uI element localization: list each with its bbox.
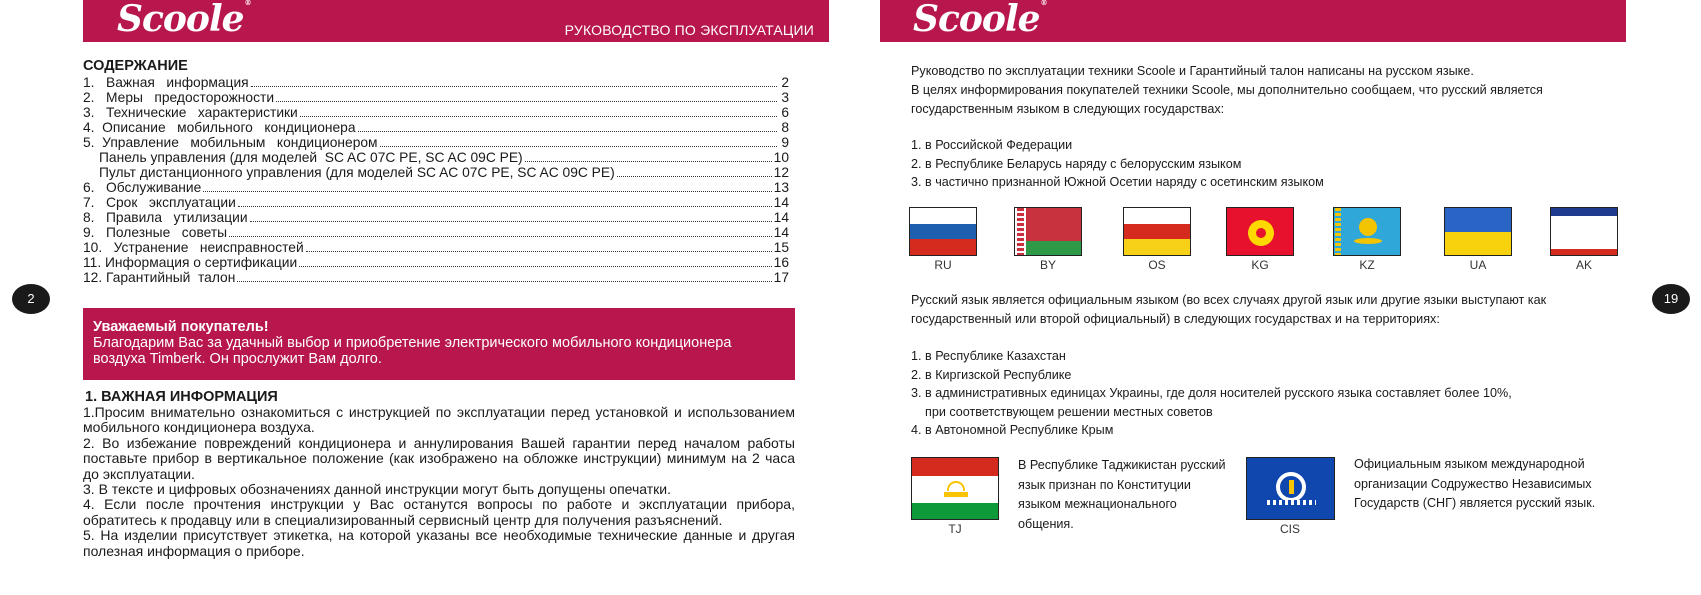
- toc-leader: [617, 176, 772, 177]
- flag-code: TJ: [948, 522, 962, 536]
- flag-code: KG: [1251, 258, 1269, 272]
- toc-page: 9: [781, 135, 789, 150]
- toc-leader: [300, 116, 777, 117]
- toc-leader: [306, 251, 772, 252]
- list-item: 4. в Автономной Республике Крым: [911, 423, 1114, 437]
- info-paragraph: 5. На изделии присутствует этикетка, на которой указаны все необходимые технические данные и другая полезная информация о приборе.: [83, 527, 795, 559]
- table-of-contents: [83, 75, 789, 285]
- toc-label: 1. Важная информация: [83, 75, 249, 90]
- toc-page: 3: [781, 90, 789, 105]
- toc-row: [83, 225, 789, 240]
- flag-code: KZ: [1359, 258, 1375, 272]
- toc-row: [83, 135, 789, 150]
- toc-heading: СОДЕРЖАНИЕ: [83, 58, 188, 74]
- intro-2: В целях информирования покупателей техники Scoole, мы дополнительно сообщаем, что русский является государственным языком в следующих государствах:: [911, 83, 1543, 116]
- toc-row: [83, 210, 789, 225]
- toc-page: 10: [773, 150, 789, 165]
- toc-row: [83, 90, 789, 105]
- toc-row: [83, 150, 789, 165]
- toc-leader: [251, 86, 777, 87]
- flag-code: RU: [934, 258, 952, 272]
- toc-label: Пульт дистанционного управления (для моделей SC AC 07C PE, SC AC 09C PE): [99, 165, 615, 180]
- flag-ru: [909, 207, 977, 256]
- toc-row: [83, 180, 789, 195]
- greeting-box: [83, 308, 795, 380]
- flag-ua: [1444, 207, 1512, 256]
- toc-page: 16: [773, 255, 789, 270]
- toc-label: 4. Описание мобильного кондиционера: [83, 120, 356, 135]
- official-language-list: [911, 347, 1512, 440]
- brand-text: Scoole: [117, 0, 244, 40]
- toc-page: 12: [773, 165, 789, 180]
- toc-row: [83, 255, 789, 270]
- toc-leader: [299, 266, 771, 267]
- toc-row: [83, 270, 789, 285]
- toc-row: [83, 195, 789, 210]
- toc-page: 15: [773, 240, 789, 255]
- toc-leader: [238, 206, 772, 207]
- toc-label: 7. Срок эксплуатации: [83, 195, 236, 210]
- list-item: при соответствующем решении местных советов: [911, 404, 1213, 419]
- toc-label: 12. Гарантийный талон: [83, 270, 236, 285]
- toc-label: 2. Меры предосторожности: [83, 90, 275, 105]
- flag-cis: [1246, 457, 1335, 520]
- toc-label: 10. Устранение неисправностей: [83, 240, 304, 255]
- important-info-paragraphs: [83, 405, 795, 559]
- info-paragraph: 4. Если после прочтения инструкции у Вас останутся вопросы по работе и эксплуатации прибора, обратитесь к продавцу или в специализированный сервисный центр для получения разъяснений.: [83, 496, 795, 528]
- toc-page: 8: [781, 120, 789, 135]
- brand-mark: ®: [244, 0, 251, 7]
- toc-row: [83, 165, 789, 180]
- toc-leader: [203, 191, 771, 192]
- info-paragraph: 2. Во избежание повреждений кондиционера и аннулирования Вашей гарантии перед началом работы поставьте прибор в вертикальное положение (как изображено на обложке инструкции) минимум на 2 часа до эксплуатации.: [83, 434, 795, 482]
- flag-code: AK: [1575, 258, 1592, 272]
- toc-page: 14: [773, 210, 789, 225]
- toc-leader: [525, 161, 772, 162]
- toc-page: 17: [773, 270, 789, 285]
- flag-os: [1123, 207, 1191, 256]
- info-paragraph: 3. В тексте и цифровых обозначениях данной инструкции могут быть допущены опечатки.: [83, 481, 671, 498]
- toc-row: [83, 105, 789, 120]
- flag-kg: [1226, 207, 1294, 256]
- greeting-title: Уважаемый покупатель!: [93, 319, 269, 335]
- toc-leader: [250, 221, 772, 222]
- flag-by: [1014, 207, 1082, 256]
- flag-code: CIS: [1279, 522, 1300, 536]
- flag-code: UA: [1469, 258, 1487, 272]
- toc-label: 8. Правила утилизации: [83, 210, 248, 225]
- toc-label: Панель управления (для моделей SC AC 07C PE, SC AC 09C PE): [99, 150, 523, 165]
- brand-mark: ®: [1040, 0, 1047, 7]
- list-item: 1. в Российской Федерации: [911, 138, 1073, 152]
- toc-page: 2: [781, 75, 789, 90]
- list-item: 1. в Республике Казахстан: [911, 349, 1066, 363]
- info-paragraph: 1.Просим внимательно ознакомиться с инструкцией по эксплуатации перед установкой и использованием мобильного кондиционера воздуха.: [83, 404, 795, 436]
- toc-row: [83, 240, 789, 255]
- flag-tj: [911, 457, 999, 520]
- toc-row: [83, 120, 789, 135]
- official-language-text: Русский язык является официальным языком (во всех случаях другой язык или другие языки выступают как государственный или второй официальный) в следующих государствах и на территориях:: [911, 293, 1547, 326]
- flag-code: OS: [1148, 258, 1166, 272]
- section-title: 1. ВАЖНАЯ ИНФОРМАЦИЯ: [85, 389, 278, 405]
- page-number-left: 2: [12, 284, 50, 314]
- tajikistan-text: В Республике Таджикистан русский язык признан по Конституции языком межнационального общения.: [1018, 458, 1226, 531]
- flag-ak: [1550, 207, 1618, 256]
- list-item: 3. в частично признанной Южной Осетии наряду с осетинским языком: [911, 175, 1324, 189]
- toc-leader: [276, 101, 777, 102]
- toc-label: 5. Управление мобильным кондиционером: [83, 135, 378, 150]
- toc-label: 6. Обслуживание: [83, 180, 202, 195]
- toc-page: 14: [773, 195, 789, 210]
- toc-page: 6: [781, 105, 789, 120]
- left-brand-logo: [117, 0, 251, 40]
- cis-text: Официальным языком международной организации Содружество Независимых Государств (СНГ) является русский язык.: [1354, 457, 1596, 510]
- list-item: 3. в административных единицах Украины, где доля носителей русского языка составляет более 10%,: [911, 386, 1512, 400]
- toc-leader: [229, 236, 772, 237]
- toc-leader: [237, 281, 771, 282]
- list-item: 2. в Республике Беларусь наряду с белорусским языком: [911, 156, 1242, 171]
- right-brand-logo: [913, 0, 1047, 40]
- flag-code: BY: [1039, 258, 1056, 272]
- state-language-list: [911, 136, 1324, 192]
- toc-label: 11. Информация о сертификации: [83, 255, 298, 270]
- intro-1: Руководство по эксплуатации техники Scoole и Гарантийный талон написаны на русском языке.: [911, 64, 1474, 78]
- header-title: РУКОВОДСТВО ПО ЭКСПЛУАТАЦИИ: [564, 22, 814, 38]
- list-item: 2. в Киргизской Республике: [911, 367, 1072, 382]
- toc-label: 9. Полезные советы: [83, 225, 228, 240]
- toc-leader: [358, 131, 777, 132]
- toc-leader: [380, 146, 777, 147]
- toc-row: [83, 75, 789, 90]
- toc-page: 13: [773, 180, 789, 195]
- brand-text: Scoole: [913, 0, 1040, 40]
- greeting-text: Благодарим Вас за удачный выбор и приобретение электрического мобильного кондиционера воздуха Timberk. Он прослужит Вам долго.: [93, 335, 732, 367]
- page-number-right: 19: [1652, 284, 1690, 314]
- flag-kz: [1333, 207, 1401, 256]
- toc-page: 14: [773, 225, 789, 240]
- toc-label: 3. Технические характеристики: [83, 105, 298, 120]
